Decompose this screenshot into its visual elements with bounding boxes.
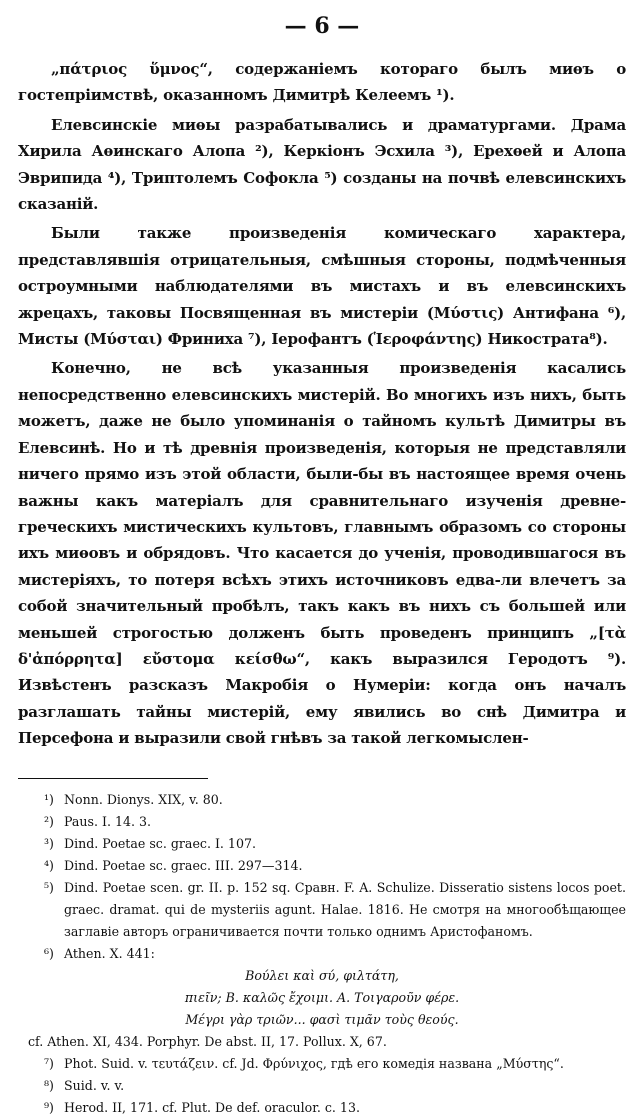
footnote [18, 811, 626, 833]
body-text [18, 56, 626, 752]
page-number: — 6 — [284, 13, 360, 39]
footnote-text: Dind. Poetae scen. gr. II. p. 152 sq. Сравн. F. A. Schulize. Disseratio sistens locos poet. graec. dramat. qui de mysteriis agunt. Halae. 1816. Не смотря на многообѣщающее заглавіе авторъ ограничивается почти только однимъ Аристофаномъ. [64, 879, 626, 939]
paragraph: Елевсинскіе миѳы разрабатывались и драматургами. Драма Хирила Аѳинскаго Алопа ²), Керкіонъ Эсхила ³), Ерехѳей и Алопа Эврипида ⁴), Триптолемъ Софокла ⁵) созданы на почвѣ елевсинскихъ сказаній. [18, 115, 626, 214]
footnote-text: Paus. I. 14. 3. [64, 813, 152, 829]
footnote-number: ⁵) [44, 879, 54, 895]
footnote [18, 1075, 626, 1097]
paragraph: „πάτριος ὕμνος“, содержаніемъ котораго былъ миѳъ о гостепріимствѣ, оказанномъ Димитрѣ Келеемъ ¹). [18, 60, 626, 105]
footnote-continuation: cf. Athen. XI, 434. Porphyr. De abst. II, 17. Pollux. X, 67. [28, 1033, 387, 1049]
footnote-number: ⁷) [44, 1055, 54, 1071]
footnote-text: Athen. X. 441: [64, 945, 155, 961]
footnote [18, 877, 626, 943]
footnote-number: ²) [44, 813, 54, 829]
footnote [18, 1053, 626, 1075]
footnote-text: Suid. v. v. [64, 1077, 125, 1093]
footnote-number: ⁸) [44, 1077, 54, 1093]
footnote-divider [18, 778, 208, 779]
greek-verse-line: πιεῖν; Β. καλῶς ἔχοιμι. Α. Τοιγαροῦν φέρε. [184, 989, 460, 1005]
footnote [18, 789, 626, 811]
footnote [18, 1097, 626, 1119]
paragraph: Конечно, не всѣ указанныя произведенія касались непосредственно елевсинскихъ мистерій. Во многихъ изъ нихъ, быть можетъ, даже не было упоминанія о тайномъ культѣ Димитры въ Елевсинѣ. Но и тѣ древнія произведенія, которыя не представляли ничего прямо изъ этой области, были-бы въ настоящее время очень важны какъ матеріалъ для сравнительнаго изученія древне-греческихъ мистическихъ культовъ, главнымъ образомъ со стороны ихъ миѳовъ и обрядовъ. Что касается до ученія, проводившагося въ мистеріяхъ, то потеря всѣхъ этихъ источниковъ едва-ли влечетъ за собой значительный пробѣлъ, такъ какъ въ нихъ съ большей или меньшей строгостью долженъ быть проведенъ принципъ „[τὰ δ'ἀπόρρητα] εὔστομα κείσθω“, какъ выразился Геродотъ ⁹). Извѣстенъ разсказъ Макробія о Нумеріи: когда онъ началъ разглашать тайны мистерій, ему явились во снѣ Димитра и Персефона и выразили свой гнѣвъ за такой легкомыслен- [18, 359, 626, 748]
footnote [18, 855, 626, 877]
footnote-text: Herod. II, 171. cf. Plut. De def. oraculor. c. 13. [64, 1099, 360, 1115]
footnote-text: Phot. Suid. v. τευτάζειν. cf. Jd. Φρύνιχος, гдѣ его комедія названа „Μύστης“. [64, 1055, 564, 1071]
footnote [18, 833, 626, 855]
footnote-number: ⁶) [44, 945, 54, 961]
footnote [18, 943, 626, 965]
footnote-number: ⁹) [44, 1099, 54, 1115]
footnote-text: Dind. Poetae sc. graec. I. 107. [64, 835, 256, 851]
footnote-text: Dind. Poetae sc. graec. III. 297—314. [64, 857, 303, 873]
footnote-number: ¹) [44, 791, 54, 807]
footnotes [18, 789, 626, 1119]
footnote-number: ³) [44, 835, 54, 851]
footnote-text: Nonn. Dionys. XIX, v. 80. [64, 791, 223, 807]
paragraph: Были также произведенія комическаго характера, представлявшія отрицательныя, смѣшныя стороны, подмѣченныя остроумными наблюдателями въ мистахъ и въ елевсинскихъ жрецахъ, таковы Посвященная въ мистеріи (Μύστις) Антифана ⁶), Мисты (Μύσται) Фриниха ⁷), Іерофантъ (Ἱεροφάντης) Никострата⁸). [18, 224, 626, 349]
greek-verse-line: Βούλει καὶ σύ, φιλτάτη, [245, 967, 399, 983]
footnote-number: ⁴) [44, 857, 54, 873]
greek-verse-line: Μέγρι γὰρ τριῶν... φασὶ τιμᾶν τοὺς θεούς. [185, 1011, 459, 1027]
